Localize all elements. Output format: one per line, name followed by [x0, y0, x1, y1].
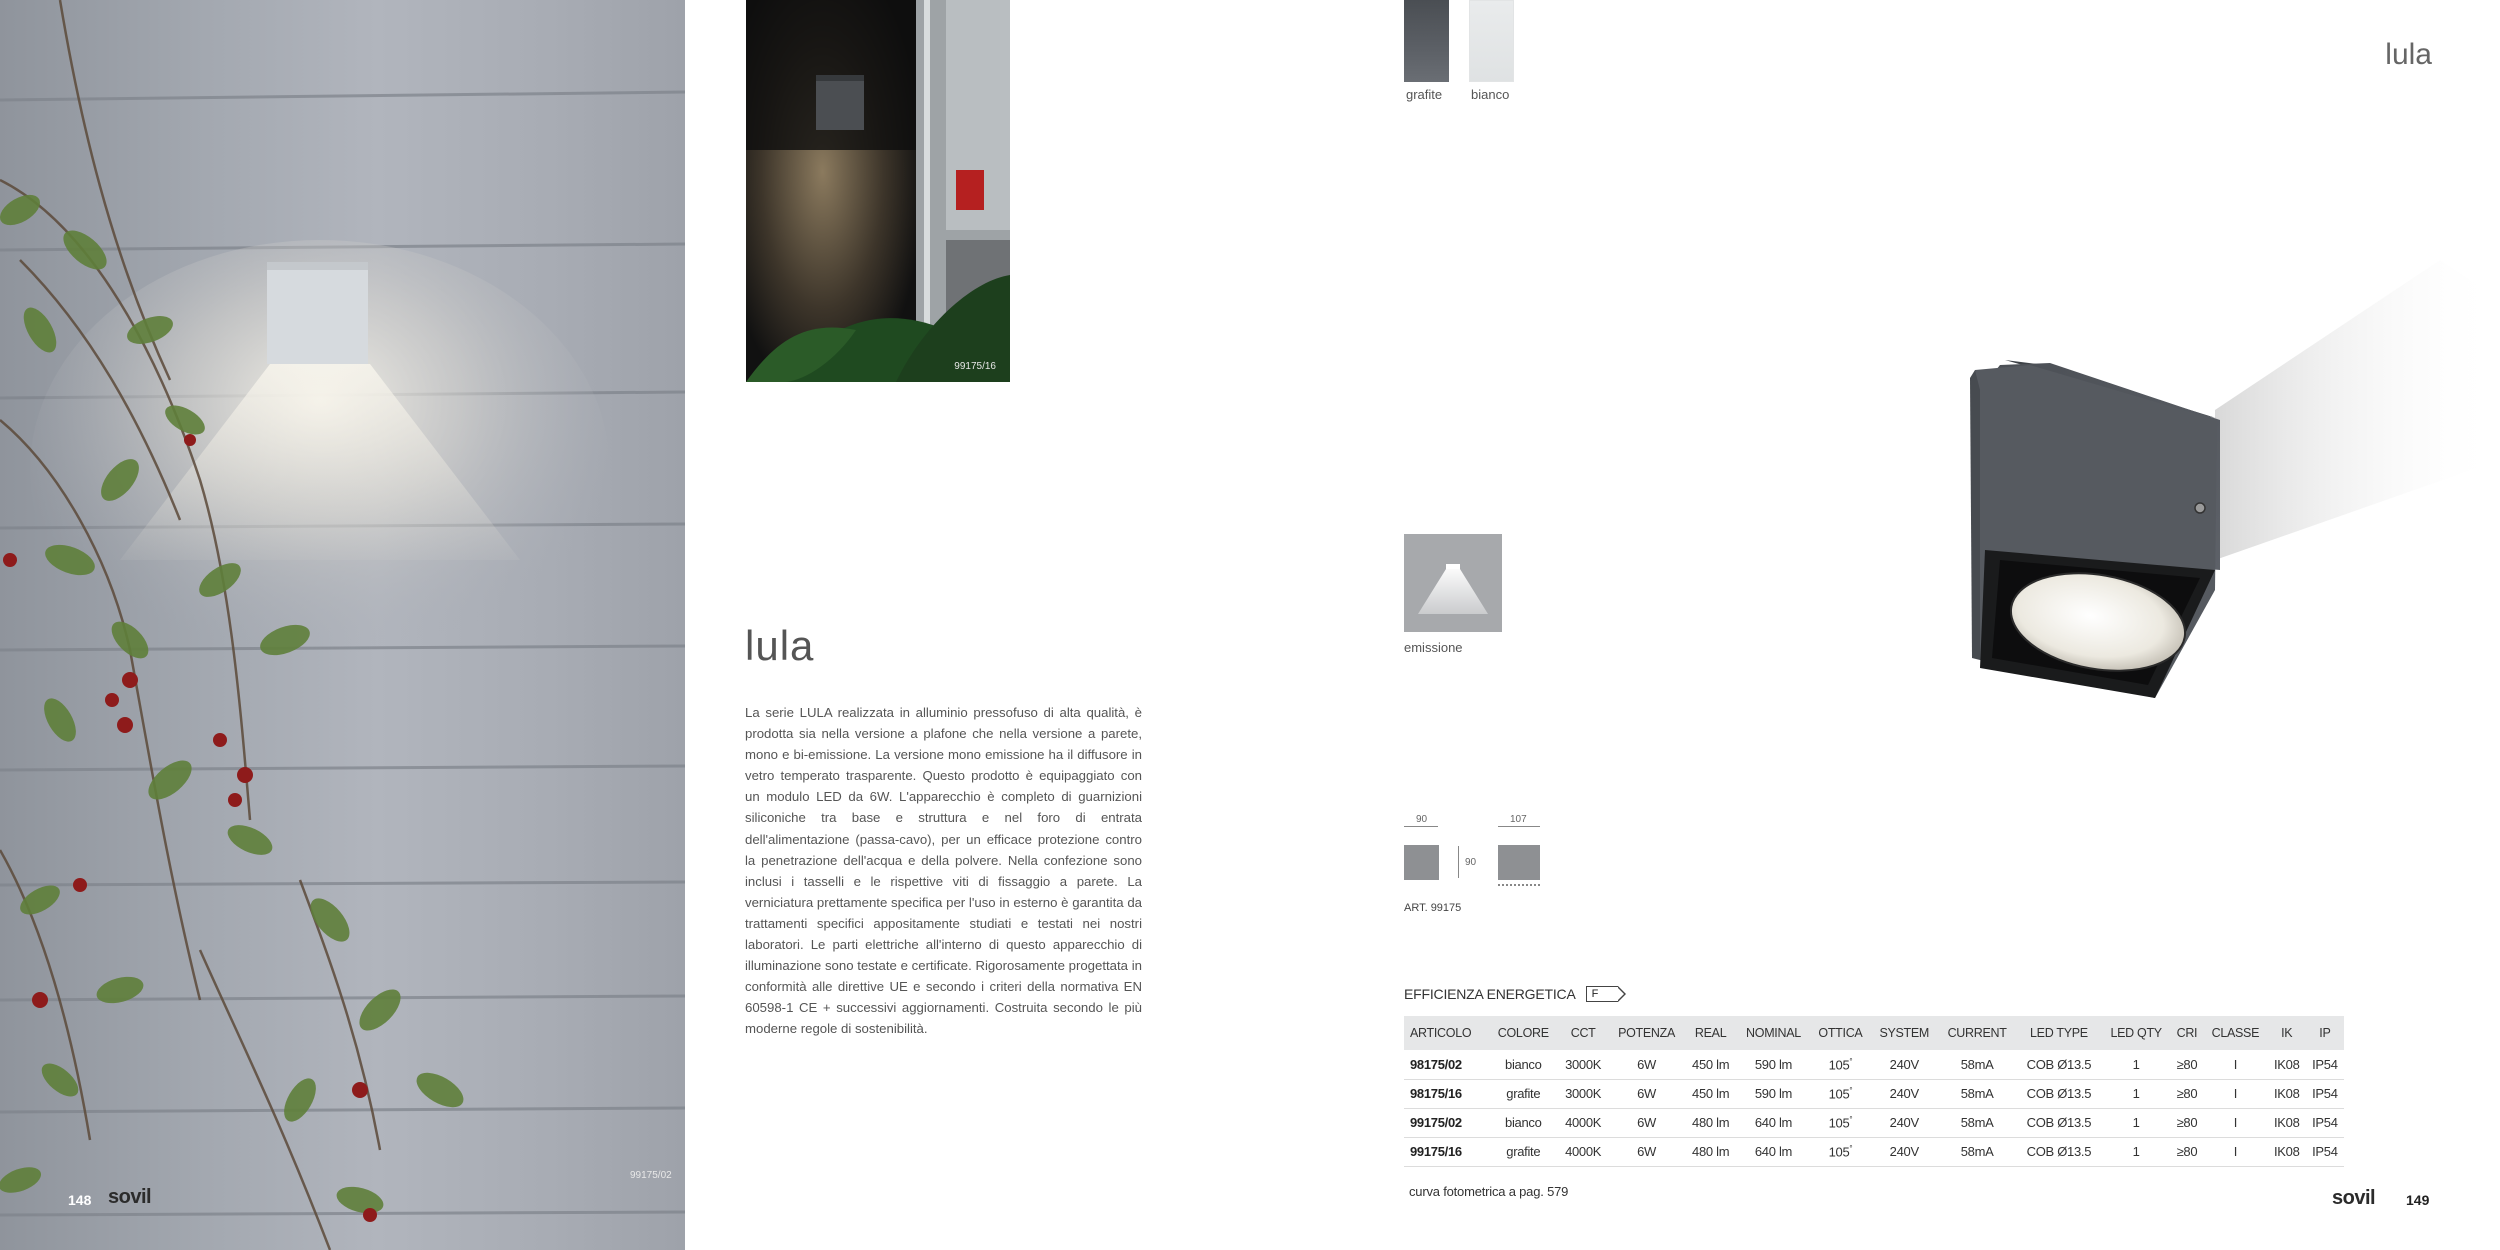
table-cell: IP54 [2306, 1050, 2344, 1079]
table-cell: 450 lm [1685, 1079, 1737, 1108]
table-cell: 450 lm [1685, 1050, 1737, 1079]
table-cell: 3000K [1558, 1050, 1609, 1079]
col-header: REAL [1685, 1016, 1737, 1050]
energy-class-badge: F [1586, 986, 1618, 1002]
col-header: POTENZA [1609, 1016, 1685, 1050]
page-number-left: 148 [68, 1192, 92, 1208]
hero-photo-code: 99175/02 [630, 1170, 672, 1181]
table-cell: ≥80 [2171, 1137, 2203, 1166]
dimension-width: 90 [1416, 814, 1428, 825]
ottica-value: 105 [1828, 1144, 1850, 1160]
specs-table [1404, 1016, 2344, 1167]
dimension-side-view [1498, 845, 1540, 880]
table-cell: 1 [2101, 1137, 2170, 1166]
table-cell: I [2203, 1050, 2268, 1079]
table-cell: IK08 [2268, 1079, 2306, 1108]
swatch-label-grafite: grafite [1406, 87, 1443, 102]
col-header: CLASSE [2203, 1016, 2268, 1050]
table-cell: 58mA [1938, 1050, 2017, 1079]
table-cell: 240V [1871, 1050, 1938, 1079]
table-row [1404, 1137, 2344, 1166]
table-cell: 4000K [1558, 1137, 1609, 1166]
table-cell: IP54 [2306, 1108, 2344, 1137]
table-cell: IK08 [2268, 1050, 2306, 1079]
table-cell: I [2203, 1108, 2268, 1137]
table-cell: COB Ø13.5 [2016, 1050, 2101, 1079]
table-cell: 590 lm [1737, 1079, 1811, 1108]
swatch-label-bianco: bianco [1471, 87, 1510, 102]
table-cell: ≥80 [2171, 1079, 2203, 1108]
table-cell: 6W [1609, 1137, 1685, 1166]
degree-symbol: ° [1849, 1056, 1853, 1066]
table-cell: 240V [1871, 1108, 1938, 1137]
table-cell: 1 [2101, 1050, 2170, 1079]
table-cell: COB Ø13.5 [2016, 1108, 2101, 1137]
hero-photo-illustration [0, 0, 685, 1250]
table-cell: 99175/02 [1404, 1108, 1489, 1137]
table-cell: COB Ø13.5 [2016, 1137, 2101, 1166]
table-row [1404, 1108, 2344, 1137]
table-cell: grafite [1489, 1137, 1558, 1166]
table-cell: 6W [1609, 1108, 1685, 1137]
table-cell [1810, 1050, 1870, 1079]
table-cell: 6W [1609, 1050, 1685, 1079]
col-header: LED TYPE [2016, 1016, 2101, 1050]
table-cell [1810, 1108, 1870, 1137]
table-cell: IK08 [2268, 1108, 2306, 1137]
table-cell: 98175/02 [1404, 1050, 1489, 1079]
color-swatch-bianco [1469, 0, 1514, 82]
col-header: COLORE [1489, 1016, 1558, 1050]
table-cell: grafite [1489, 1079, 1558, 1108]
table-row [1404, 1079, 2344, 1108]
degree-symbol: ° [1849, 1085, 1853, 1095]
table-cell: 99175/16 [1404, 1137, 1489, 1166]
degree-symbol: ° [1849, 1143, 1853, 1153]
table-cell: 240V [1871, 1137, 1938, 1166]
product-description: La serie LULA realizzata in alluminio pressofuso di alta qualità, è prodotta sia nella versione a plafone che nella versione a parete, mono e bi-emissione. La versione mono emissione ha il diffusore in vetro temperato trasparente. Questo prodotto è equipaggiato con un modulo LED da 6W. L'apparecchio è completo di guarnizioni siliconiche tra base e struttura e nel foro di entrata dell'alimentazione (passa-cavo), per un efficace protezione contro la penetrazione dell'acqua e della polvere. Nella confezione sono inclusi i tasselli e le rispettive viti di fissaggio a parete. La verniciatura prettamente specifica per l'uso in esterno è garantita da trattamenti specifici appositamente studiati e testati nei nostri laboratori. Le parti elettriche all'interno di questo apparecchio di illuminazione sono testate e certificate. Rigorosamente progettata in conformità alle direttive UE e secondo i criteri della normativa EN 60598-1 CE + successivi aggiornamenti. Costruita secondo le più moderne regole di sostenibilità. [745, 705, 1142, 1037]
page-title-right: lula [2385, 38, 2432, 71]
dimension-front-view [1404, 845, 1439, 880]
col-header: CRI [2171, 1016, 2203, 1050]
table-cell [1810, 1079, 1870, 1108]
table-cell: ≥80 [2171, 1050, 2203, 1079]
emission-label: emissione [1404, 640, 1463, 655]
ottica-value: 105 [1828, 1086, 1850, 1102]
table-cell: I [2203, 1137, 2268, 1166]
table-cell: bianco [1489, 1050, 1558, 1079]
dimension-line-width [1404, 826, 1438, 827]
brand-logo-right: sovil [2332, 1187, 2376, 1209]
table-cell: 640 lm [1737, 1137, 1811, 1166]
table-cell: 58mA [1938, 1108, 2017, 1137]
col-header: CCT [1558, 1016, 1609, 1050]
table-cell: 480 lm [1685, 1137, 1737, 1166]
table-row [1404, 1050, 2344, 1079]
table-cell: 58mA [1938, 1137, 2017, 1166]
table-cell: 4000K [1558, 1108, 1609, 1137]
specs-header-row [1404, 1016, 2344, 1050]
col-header: ARTICOLO [1404, 1016, 1489, 1050]
page-number-right: 149 [2406, 1192, 2430, 1208]
col-header: CURRENT [1938, 1016, 2017, 1050]
dimension-base-marks [1498, 884, 1540, 887]
hero-photo [0, 0, 685, 1250]
table-cell: 3000K [1558, 1079, 1609, 1108]
table-cell: 1 [2101, 1079, 2170, 1108]
col-header: NOMINAL [1737, 1016, 1811, 1050]
emission-icon [1404, 534, 1502, 632]
ottica-value: 105 [1828, 1056, 1850, 1072]
col-header: LED QTY [2101, 1016, 2170, 1050]
table-cell: COB Ø13.5 [2016, 1079, 2101, 1108]
dimension-depth: 107 [1510, 814, 1527, 825]
product-photo-lamp [1880, 260, 2500, 725]
dimension-height: 90 [1465, 857, 1477, 868]
table-cell: 590 lm [1737, 1050, 1811, 1079]
table-cell: 1 [2101, 1108, 2170, 1137]
table-cell: I [2203, 1079, 2268, 1108]
brand-logo-left: sovil [108, 1186, 152, 1208]
table-cell: 240V [1871, 1079, 1938, 1108]
inset-photo-code: 99175/16 [954, 361, 996, 372]
table-cell: bianco [1489, 1108, 1558, 1137]
energy-label: EFFICIENZA ENERGETICA [1404, 986, 1576, 1002]
table-cell: IP54 [2306, 1079, 2344, 1108]
dimension-line-height [1458, 846, 1459, 878]
inset-photo-illustration [746, 0, 1010, 382]
article-label: ART. 99175 [1404, 902, 1462, 914]
dimension-line-depth [1498, 826, 1540, 827]
table-cell [1810, 1137, 1870, 1166]
product-title: lula [745, 622, 815, 669]
degree-symbol: ° [1849, 1114, 1853, 1124]
col-header: OTTICA [1810, 1016, 1870, 1050]
photometric-note: curva fotometrica a pag. 579 [1409, 1184, 1569, 1199]
table-cell: ≥80 [2171, 1108, 2203, 1137]
table-cell: IK08 [2268, 1137, 2306, 1166]
table-cell: 98175/16 [1404, 1079, 1489, 1108]
table-cell: 6W [1609, 1079, 1685, 1108]
col-header: IK [2268, 1016, 2306, 1050]
col-header: SYSTEM [1871, 1016, 1938, 1050]
color-swatch-grafite [1404, 0, 1449, 82]
table-cell: 58mA [1938, 1079, 2017, 1108]
table-cell: IP54 [2306, 1137, 2344, 1166]
col-header: IP [2306, 1016, 2344, 1050]
inset-photo [746, 0, 1010, 382]
table-cell: 480 lm [1685, 1108, 1737, 1137]
specs-body [1404, 1050, 2344, 1166]
energy-efficiency [1404, 986, 1618, 1002]
ottica-value: 105 [1828, 1115, 1850, 1131]
table-cell: 640 lm [1737, 1108, 1811, 1137]
